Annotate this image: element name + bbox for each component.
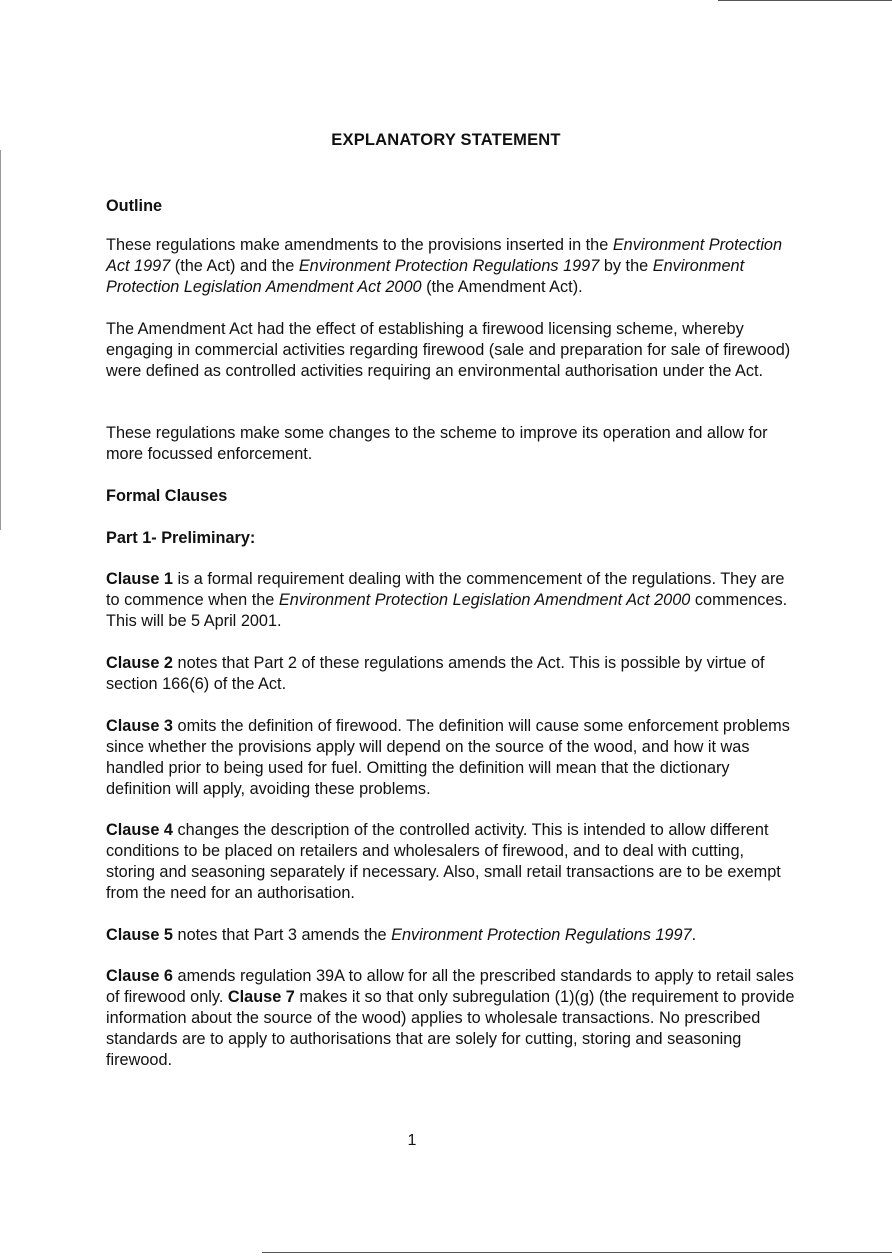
scan-mark-left: [0, 150, 1, 530]
amendment-act-title: Environment Protection Legislation Amendment Act 2000: [106, 257, 745, 296]
clause-7-label: Clause 7: [227, 988, 295, 1006]
clause-3-label: Clause 3: [106, 717, 173, 735]
clause-6-label: Clause 6: [106, 967, 173, 985]
outline-paragraph-1: These regulations make amendments to the provisions inserted in the Environment Protection Act 1997 (the Act) and the Environment Protection Regulations 1997 by the Environment Protection Legislation Amendment Act 2000 (the Amendment Act).: [106, 236, 783, 296]
clause-5-label: Clause 5: [106, 926, 173, 944]
clause-1-paragraph: Clause 1 is a formal requirement dealing with the commencement of the regulations. They are to commence when the Environment Protection Legislation Amendment Act 2000 commences. This will be 5 April 2001.: [106, 570, 788, 630]
clause-5-paragraph: Clause 5 notes that Part 3 amends the Environment Protection Regulations 1997.: [106, 926, 697, 944]
clause-1-label: Clause 1: [106, 570, 173, 588]
act-title: Environment Protection Act 1997: [106, 236, 783, 275]
outline-heading: Outline: [106, 197, 163, 215]
outline-paragraph-3: These regulations make some changes to the scheme to improve its operation and allow for more focussed enforcement.: [106, 424, 768, 463]
scan-mark-bottom: [262, 1252, 892, 1253]
clause-2-label: Clause 2: [106, 654, 173, 672]
part-1-heading: Part 1- Preliminary:: [106, 529, 256, 547]
page-number: 1: [407, 1132, 417, 1149]
clause-4-label: Clause 4: [106, 821, 173, 839]
clause-3-paragraph: Clause 3 omits the definition of firewood. The definition will cause some enforcement problems since whether the provisions apply will depend on the source of the wood, and how it was handled prior to being used for fuel. Omitting the definition will mean that the dictionary definition will apply, avoiding these problems.: [106, 717, 790, 798]
page-title: EXPLANATORY STATEMENT: [331, 131, 561, 149]
scan-mark-top: [718, 0, 892, 1]
outline-paragraph-2: The Amendment Act had the effect of establishing a firewood licensing scheme, whereby engaging in commercial activities regarding firewood (sale and preparation for sale of firewood) were defined as controlled activities requiring an environmental authorisation under the Act.: [106, 320, 791, 380]
clause-6-paragraph: Clause 6 amends regulation 39A to allow for all the prescribed standards to apply to retail sales of firewood only. Clause 7 makes it so that only subregulation (1)(g) (the requirement to provide information about the source of the wood) applies to wholesale transactions. No prescribed standards are to apply to authorisations that are solely for cutting, storing and seasoning firewood.: [106, 967, 795, 1069]
clause-4-paragraph: Clause 4 changes the description of the controlled activity. This is intended to allow different conditions to be placed on retailers and wholesalers of firewood, and to deal with cutting, storing and seasoning separately if necessary. Also, small retail transactions are to be exempt from the need for an authorisation.: [106, 821, 781, 902]
regulations-title: Environment Protection Regulations 1997: [298, 257, 600, 275]
formal-clauses-heading: Formal Clauses: [106, 487, 228, 505]
clause-2-paragraph: Clause 2 notes that Part 2 of these regulations amends the Act. This is possible by virtue of section 166(6) of the Act.: [106, 654, 765, 693]
